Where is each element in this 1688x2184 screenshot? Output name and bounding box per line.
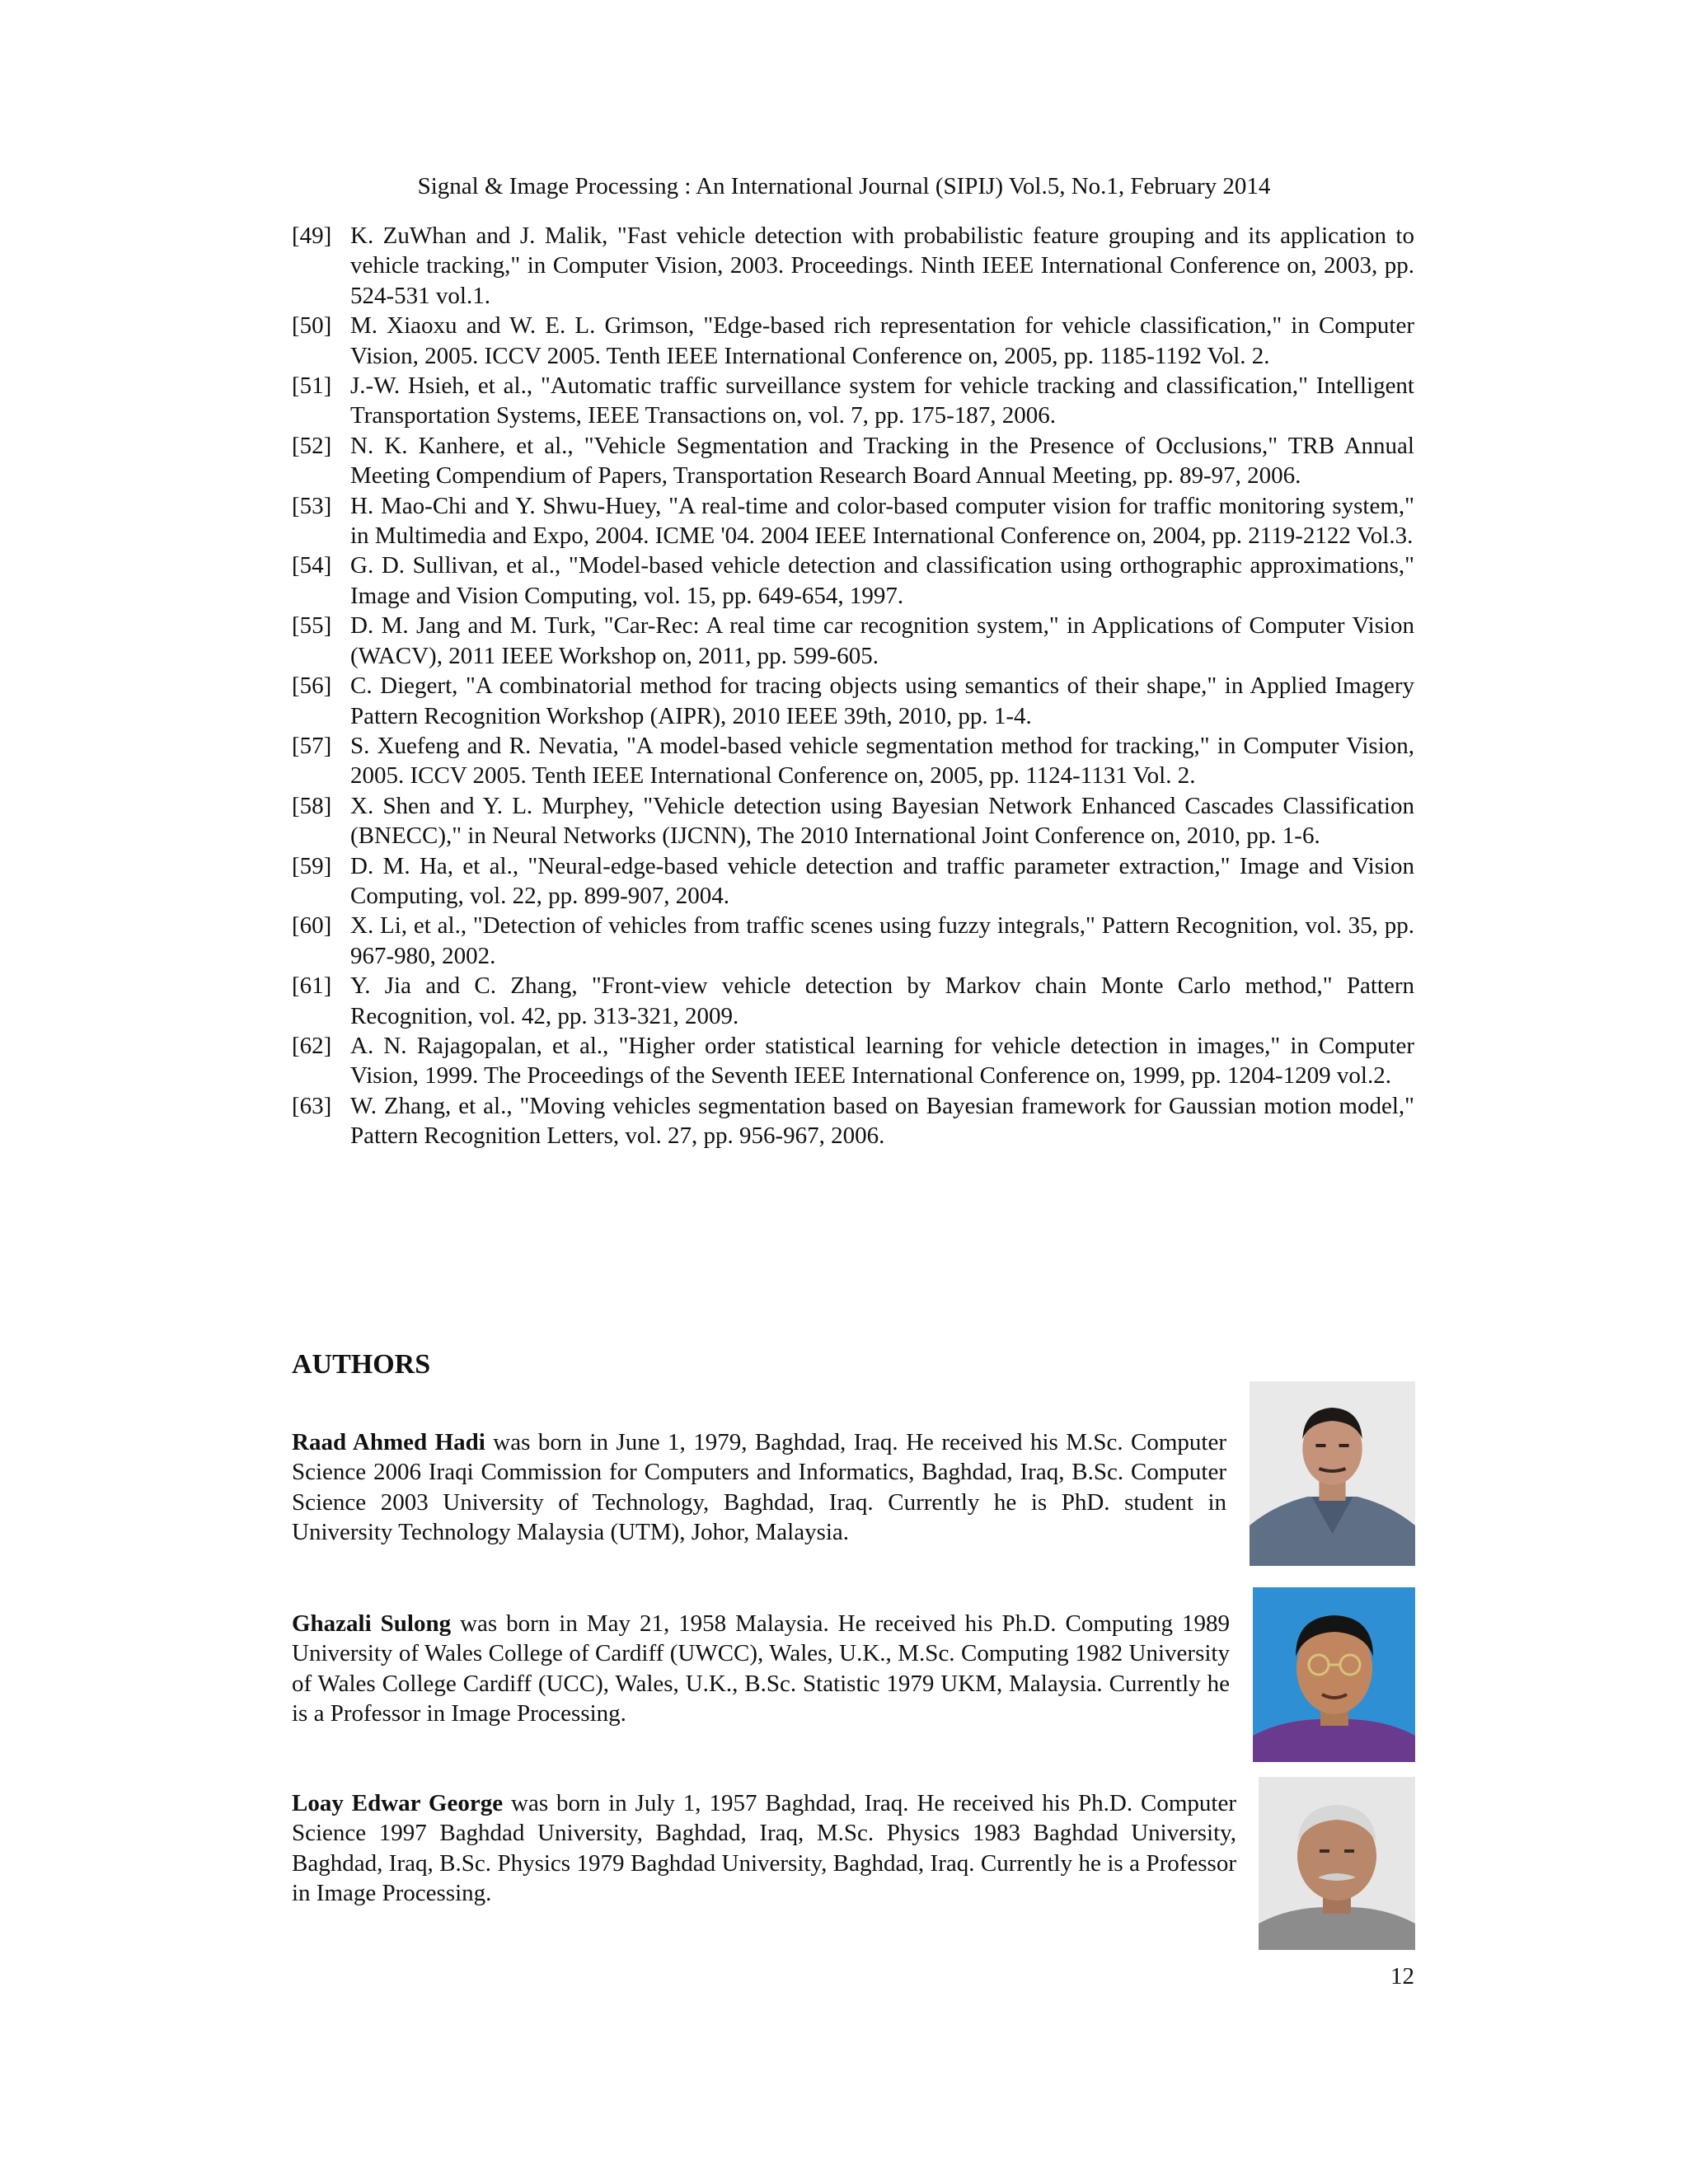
author-name: Raad Ahmed Hadi — [292, 1429, 485, 1455]
portrait-image — [1253, 1587, 1415, 1762]
reference-number: [62] — [292, 1032, 332, 1059]
author-bio-text: was born in June 1, 1979, Baghdad, Iraq. He received his M.Sc. Computer Science 2006 Iraqi Commission for Computers and Informatics, Baghdad, Iraq, B.Sc. Computer Science 2003 University of Technology, Baghdad, Iraq. Currently he is PhD. student in University Technology Malaysia (UTM), Johor, Malaysia. — [292, 1429, 1226, 1546]
portrait-image — [1250, 1381, 1415, 1566]
reference-number: [52] — [292, 432, 332, 459]
author-bio-text: was born in May 21, 1958 Malaysia. He received his Ph.D. Computing 1989 University of Wales College of Cardiff (UWCC), Wales, U.K., M.Sc. Computing 1982 University of Wales College Cardiff (UCC), Wales, U.K., B.Sc. Statistic 1979 UKM, Malaysia. Currently he is a Professor in Image Processing. — [292, 1610, 1230, 1727]
reference-text: M. Xiaoxu and W. E. L. Grimson, "Edge-based rich representation for vehicle classification," in Computer Vision, 2005. ICCV 2005. Tenth IEEE International Conference on, 2005, pp. 1185-1192 Vol. 2. — [350, 312, 1414, 369]
reference-text: W. Zhang, et al., "Moving vehicles segmentation based on Bayesian framework for Gaussian motion model," Pattern Recognition Letters, vol. 27, pp. 956-967, 2006. — [350, 1092, 1414, 1150]
author-photo-1 — [1250, 1381, 1415, 1566]
reference-number: [60] — [292, 912, 332, 940]
portrait-image — [1259, 1777, 1415, 1950]
reference-item — [292, 371, 1414, 431]
reference-item — [292, 431, 1414, 491]
author-bio-text: was born in July 1, 1957 Baghdad, Iraq. He received his Ph.D. Computer Science 1997 Baghdad University, Baghdad, Iraq, M.Sc. Physics 1983 Baghdad University, Baghdad, Iraq, B.Sc. Physics 1979 Baghdad University, Baghdad, Iraq. Currently he is a Professor in Image Processing. — [292, 1790, 1236, 1907]
page-number: 12 — [1390, 1963, 1414, 1990]
reference-number: [59] — [292, 852, 332, 879]
reference-text: Y. Jia and C. Zhang, "Front-view vehicle detection by Markov chain Monte Carlo method," Pattern Recognition, vol. 42, pp. 313-321, 2009. — [350, 972, 1414, 1029]
reference-text: N. K. Kanhere, et al., "Vehicle Segmentation and Tracking in the Presence of Occlusions," TRB Annual Meeting Compendium of Papers, Transportation Research Board Annual Meeting, pp. 89-97, 2006. — [350, 432, 1414, 490]
reference-text: H. Mao-Chi and Y. Shwu-Huey, "A real-time and color-based computer vision for traffic monitoring system," in Multimedia and Expo, 2004. ICME '04. 2004 IEEE International Conference on, 2004, pp. 2119-2122 Vol.3. — [350, 492, 1414, 550]
reference-number: [49] — [292, 223, 332, 249]
reference-item — [292, 671, 1414, 731]
reference-text: D. M. Jang and M. Turk, "Car-Rec: A real time car recognition system," in Applications of Computer Vision (WACV), 2011 IEEE Workshop on, 2011, pp. 599-605. — [350, 612, 1414, 669]
reference-number: [55] — [292, 612, 332, 640]
reference-text: G. D. Sullivan, et al., "Model-based vehicle detection and classification using orthographic approximations," Image and Vision Computing, vol. 15, pp. 649-654, 1997. — [350, 552, 1414, 609]
reference-number: [51] — [292, 373, 332, 400]
authors-heading: AUTHORS — [292, 1349, 431, 1380]
author-name: Ghazali Sulong — [292, 1610, 452, 1637]
reference-item — [292, 551, 1414, 611]
reference-text: A. N. Rajagopalan, et al., "Higher order statistical learning for vehicle detection in images," in Computer Vision, 1999. The Proceedings of the Seventh IEEE International Conference on, 1999, pp. 1204-1209 vol.2. — [350, 1032, 1414, 1090]
author-bio-3 — [292, 1788, 1236, 1909]
reference-item — [292, 791, 1414, 851]
author-photo-2 — [1253, 1587, 1415, 1762]
reference-number: [53] — [292, 492, 332, 519]
reference-number: [58] — [292, 792, 332, 819]
reference-text: X. Shen and Y. L. Murphey, "Vehicle detection using Bayesian Network Enhanced Cascades Classification (BNECC)," in Neural Networks (IJCNN), The 2010 International Joint Conference on, 2010, pp. 1-6. — [350, 792, 1414, 850]
reference-item — [292, 1091, 1414, 1151]
reference-number: [57] — [292, 732, 332, 759]
reference-item — [292, 731, 1414, 791]
reference-list — [292, 221, 1414, 1151]
reference-item — [292, 1031, 1414, 1091]
reference-text: C. Diegert, "A combinatorial method for tracing objects using semantics of their shape," in Applied Imagery Pattern Recognition Workshop (AIPR), 2010 IEEE 39th, 2010, pp. 1-4. — [350, 673, 1414, 729]
reference-text: S. Xuefeng and R. Nevatia, "A model-based vehicle segmentation method for tracking," in Computer Vision, 2005. ICCV 2005. Tenth IEEE International Conference on, 2005, pp. 1124-1131 Vol. 2. — [350, 732, 1414, 790]
reference-number: [63] — [292, 1092, 332, 1119]
author-photo-3 — [1259, 1777, 1415, 1950]
reference-number: [50] — [292, 312, 332, 340]
reference-text: X. Li, et al., "Detection of vehicles from traffic scenes using fuzzy integrals," Pattern Recognition, vol. 35, pp. 967-980, 2002. — [350, 912, 1414, 969]
reference-item — [292, 311, 1414, 371]
reference-text: J.-W. Hsieh, et al., "Automatic traffic surveillance system for vehicle tracking and classification," Intelligent Transportation Systems, IEEE Transactions on, vol. 7, pp. 175-187, 2006. — [350, 373, 1414, 429]
reference-text: K. ZuWhan and J. Malik, "Fast vehicle detection with probabilistic feature grouping and its application to vehicle tracking," in Computer Vision, 2003. Proceedings. Ninth IEEE International Conference on, 2003, pp. 524-531 vol.1. — [350, 223, 1414, 309]
reference-item — [292, 971, 1414, 1031]
reference-text: D. M. Ha, et al., "Neural-edge-based vehicle detection and traffic parameter extraction," Image and Vision Computing, vol. 22, pp. 899-907, 2004. — [350, 852, 1414, 909]
reference-number: [56] — [292, 673, 332, 700]
reference-number: [54] — [292, 552, 332, 579]
reference-number: [61] — [292, 972, 332, 1000]
reference-item — [292, 611, 1414, 671]
author-bio-1 — [292, 1427, 1226, 1548]
reference-item — [292, 851, 1414, 912]
reference-item — [292, 491, 1414, 551]
author-bio-2 — [292, 1609, 1230, 1729]
reference-item — [292, 221, 1414, 311]
reference-item — [292, 911, 1414, 971]
author-name: Loay Edwar George — [292, 1790, 504, 1816]
running-header: Signal & Image Processing : An International Journal (SIPIJ) Vol.5, No.1, February 2014 — [417, 173, 1271, 199]
